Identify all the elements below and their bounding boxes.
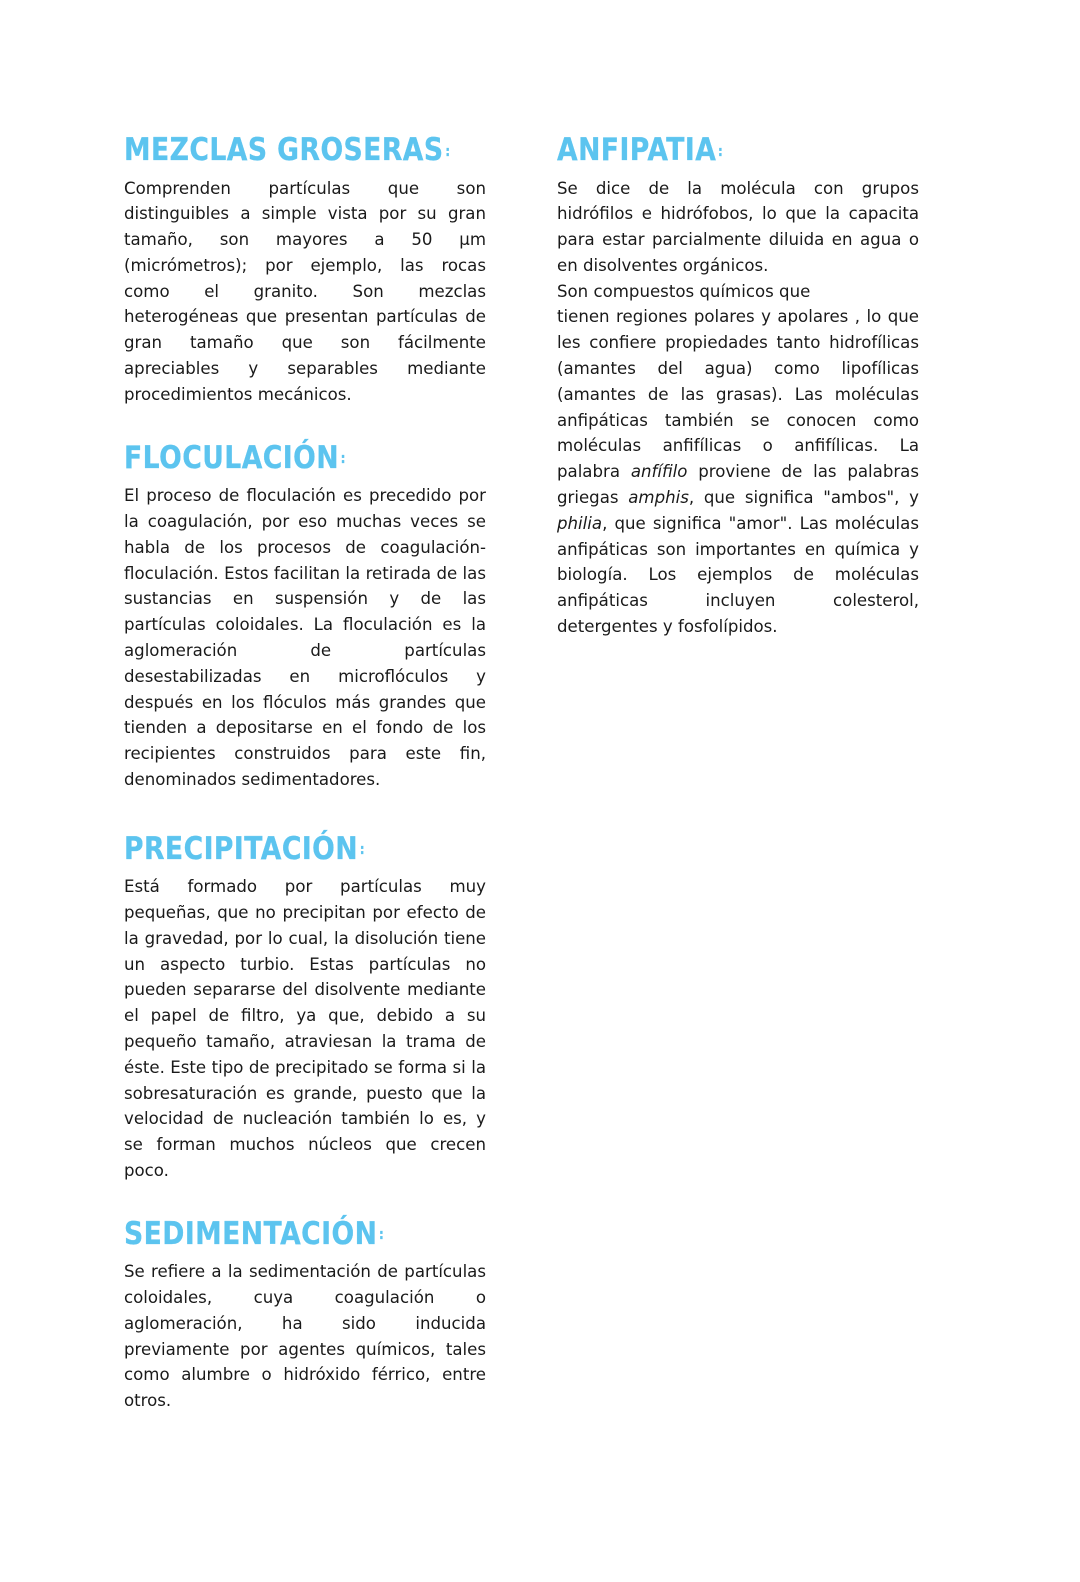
- heading-floculacion: FLOCULACIÓN :: [124, 439, 346, 476]
- right-column: [557, 128, 919, 640]
- text-floculacion: El proceso de floculación es precedido por la coagulación, por eso muchas veces se habla de los procesos de coagulación-floculación. Estos facilitan la retirada de las sustancias en suspensión y de las partículas coloidales. La floculación es la aglomeración de partículas desestabilizadas en microflóculos y después en los flóculos más grandes que tienden a depositarse en el fondo de los recipientes construidos para este fin, denominados sedimentadores.: [124, 486, 486, 789]
- section-floculacion: [124, 436, 486, 793]
- text-precipitacion: Está formado por partículas muy pequeñas, que no precipitan por efecto de la gravedad, por lo cual, la disolución tiene un aspecto turbio. Estas partículas no pueden separarse del disolvente mediante el papel de filtro, ya que, debido a su pequeño tamaño, atraviesan la trama de éste. Este tipo de precipitado se forma si la sobresaturación es grande, puesto que la velocidad de nucleación también lo es, y se forman muchos núcleos que crecen poco.: [124, 877, 486, 1180]
- text-anfipatia-p2: Son compuestos químicos que: [557, 281, 811, 301]
- left-column: [124, 128, 486, 1414]
- section-precipitacion: [124, 827, 486, 1184]
- text-mezclas-groseras: Comprenden partículas que son distinguibles a simple vista por su gran tamaño, son mayores a 50 µm (micrómetros); por ejemplo, las rocas como el granito. Son mezclas heterogéneas que presentan partículas de gran tamaño que son fácilmente apreciables y separables mediante procedimientos mecánicos.: [124, 178, 486, 404]
- heading-precipitacion: PRECIPITACIÓN :: [124, 830, 366, 867]
- heading-sedimentacion: SEDIMENTACIÓN :: [124, 1215, 385, 1252]
- heading-mezclas-groseras: MEZCLAS GROSERAS :: [124, 132, 451, 168]
- section-anfipatia: [557, 128, 919, 640]
- section-sedimentacion: [124, 1212, 486, 1414]
- term-anfifilo: anfífilo: [630, 462, 688, 482]
- text-anfipatia-p3: tienen regiones polares y apolares , lo que les confiere propiedades tanto hidrofílicas (amantes del agua) como lipofílicas (amantes de las grasas). Las moléculas anfipáticas también se conocen como moléculas anfifílicas o anfifílicas. La palabra anfífilo proviene de las palabras griegas amphis, que significa "ambos", y philia, que significa "amor". Las moléculas anfipáticas son importantes en química y biología. Los ejemplos de moléculas anfipáticas incluyen colesterol, detergentes y fosfolípidos.: [557, 307, 919, 637]
- text-anfipatia-p1: Se dice de la molécula con grupos hidrófilos e hidrófobos, lo que la capacita para estar parcialmente diluida en agua o en disolventes orgánicos.: [557, 178, 919, 275]
- text-sedimentacion: Se refiere a la sedimentación de partículas coloidales, cuya coagulación o aglomeración, ha sido inducida previamente por agentes químicos, tales como alumbre o hidróxido férrico, entre otros.: [124, 1262, 486, 1411]
- term-amphis: amphis: [628, 488, 689, 508]
- term-philia: philia: [557, 513, 603, 533]
- heading-anfipatia: ANFIPATIA :: [557, 132, 724, 168]
- section-mezclas-groseras: [124, 128, 486, 408]
